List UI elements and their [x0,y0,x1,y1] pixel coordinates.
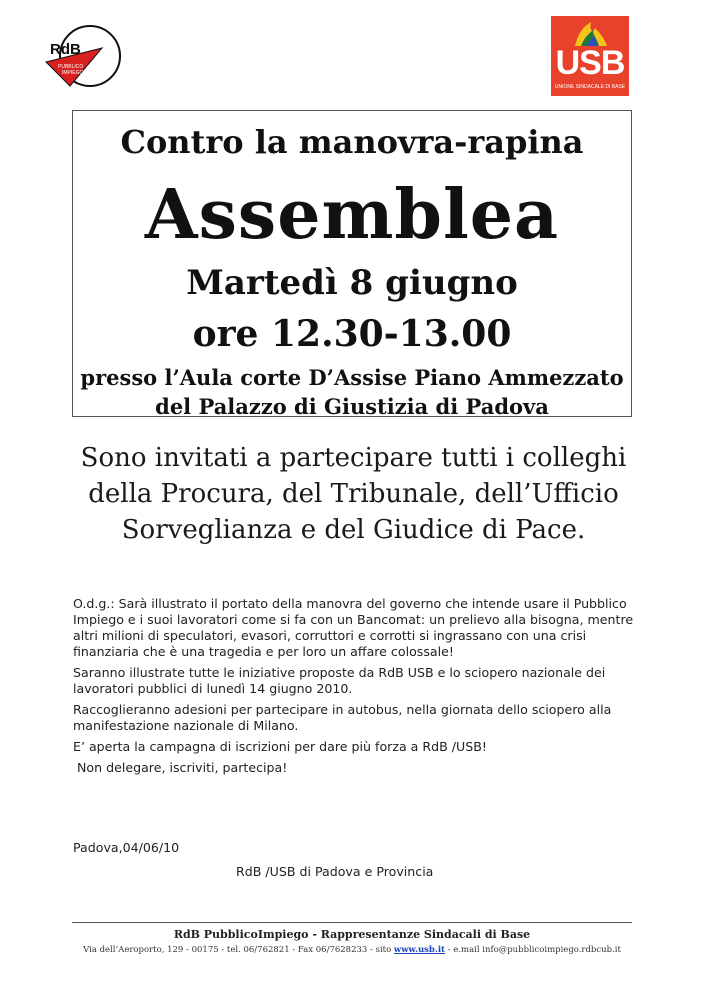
event-location [73,363,631,421]
agenda-paragraph: Saranno illustrate tutte le iniziative proposte da RdB USB e lo sciopero nazionale dei lavoratori pubblici di lunedì 14 giugno 2010. [73,665,606,696]
usb-logo-subtitle: UNIONE SINDACALE DI BASE [554,84,626,90]
footer-email: - e.mail info@pubblicoimpiego.rdbcub.it [447,945,621,955]
svg-text:RdB: RdB [50,41,81,58]
footer-site-link[interactable]: www.usb.it [393,945,445,955]
document-date: Padova,04/06/10 [73,840,180,855]
agenda-paragraph: E’ aperta la campagna di iscrizioni per dare più forza a RdB /USB! [73,739,487,754]
event-time: ore 12.30-13.00 [192,313,512,355]
svg-text:PUBBLICO: PUBBLICO [58,64,84,70]
usb-logo-text: USB [555,44,625,82]
rdb-logo [40,24,126,94]
signature: RdB /USB di Padova e Provincia [236,864,434,879]
event-location-line1: presso l’Aula corte D’Assise Piano Ammezzato [80,365,624,390]
footer-address [72,945,632,955]
headline-title: Assemblea [144,175,560,255]
invitation-line1: Sono invitati a partecipare tutti i colleghi [80,443,627,473]
agenda-paragraph: O.d.g.: Sarà illustrato il portato della manovra del governo che intende usare il Pubblico Impiego e i suoi lavoratori come si fa con un Bancomat: un prelievo alla bisogna, mentre altri milioni di speculatori, evasori, corruttori e corrotti si ingrassano con una crisi finanziaria che è una tragedia e per loro un affare colossale! [73,596,634,659]
footer-address-text: Via dell’Aeroporto, 129 - 00175 - tel. 06/762821 - Fax 06/7628233 - sito [83,945,392,955]
agenda-slogan: Non delegare, iscriviti, partecipa! [77,760,288,775]
headline-box [72,110,632,417]
footer-divider [72,922,632,923]
invitation-line2: della Procura, del Tribunale, dell’Ufficio [88,479,619,509]
invitation-line3: Sorveglianza e del Giudice di Pace. [121,515,586,545]
invitation-text [60,440,647,548]
footer-title: RdB PubblicoImpiego - Rappresentanze Sindacali di Base [173,928,531,941]
agenda-paragraph: Raccoglieranno adesioni per partecipare in autobus, nella giornata dello sciopero alla manifestazione nazionale di Milano. [73,702,612,733]
headline-subtitle: Contro la manovra-rapina [120,123,584,161]
event-date: Martedì 8 giugno [186,263,518,303]
usb-logo [551,16,629,96]
agenda-text [73,596,643,781]
svg-text:IMPIEGO: IMPIEGO [62,70,84,76]
event-location-line2: del Palazzo di Giustizia di Padova [155,394,549,419]
